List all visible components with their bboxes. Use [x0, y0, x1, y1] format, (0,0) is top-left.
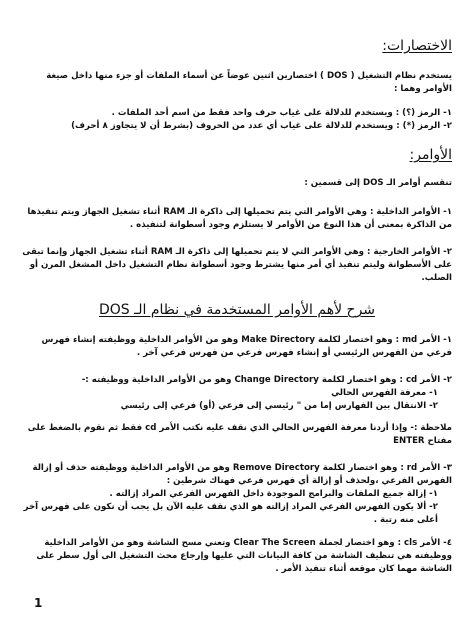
- shortcuts-list: [22, 107, 452, 133]
- cd-note-text: ملاحظة :- وإذا أردنا معرفة الفهرس الحالي الذي نقف عليه نكتب الأمر cd فقط ثم نقوم بالضغط على مفتاح ENTER: [27, 423, 452, 446]
- external-commands-text: ٢- الأوامر الخارجية : وهي الأوامر التي لا يتم تحميلها إلى ذاكرة الـ RAM أثناء تشغيل الجهاز وإنما تبقى على الأسطوانة وليتم تنفيذ أي أمر منها يشترط وجود أسطوانة نظام التشغيل داخل المشغل المرن أو الصلب.: [22, 247, 452, 283]
- shortcuts-intro-text: يستخدم نظام التشغيل ( DOS ) اختصارين اثنين عوضاً عن أسماء الملفات أو جزء منها داخل صيغة الأوامر وهما :: [46, 71, 452, 94]
- cd-command-sub-2: ٢- الانتقال بين الفهارس إما من " رئيسي إلى فرعي (أو) فرعي إلى رئيسي: [120, 401, 438, 411]
- shortcut-item-2: ٢- الرمز (*) : ويستخدم للدلالة على غياب أي عدد من الحروف (بشرط أن لا يتجاوز ٨ أحرف): [71, 121, 452, 131]
- rd-command-block: [22, 462, 452, 527]
- page-number: 1: [34, 596, 43, 610]
- commands-intro-text: تنقسم أوامر الـ DOS إلى قسمين :: [304, 178, 452, 188]
- shortcuts-intro: [22, 70, 452, 96]
- cls-command-text: ٤- الأمر cls : وهو اختصار لجملة Clear The Screen وتعني مسح الشاشة وهو من الأوامر الداخلية ووظيفته هي تنظيف الشاشة من كافة البيانات التي عليها وإرجاع محث التشغيل الى أول سطر على الشاشة مهما كان موقعه أثناء تنفيذ الأمر .: [36, 538, 452, 574]
- cd-note-paragraph: [22, 422, 452, 448]
- cd-command-title: ٢- الأمر cd : وهو اختصار لكلمة Change Directory وهو من الأوامر الداخلية ووظيفته :-: [81, 375, 452, 385]
- commands-explanation-heading: شرح لأهم الأوامر المستخدمة في نظام الـ DOS: [98, 302, 376, 318]
- rd-command-sub-2: ٢- ألا يكون الفهرس الفرعي المراد إزالته هو الذي نقف عليه الآن بل يجب أن نكون على فهرس آخر أعلى منه رتبة .: [23, 502, 438, 525]
- md-command-paragraph: [22, 334, 452, 360]
- internal-commands-text: ١- الأوامر الداخلية : وهي الأوامر التي يتم تحميلها إلى ذاكرة الـ RAM أثناء تشغيل الجهاز ويتم تنفيذها من الذاكرة بمعنى أن هذا النوع من الأوامر لا يستلزم وجود أسطوانة لتنفيذه .: [27, 207, 452, 230]
- commands-intro: [22, 177, 452, 190]
- md-command-text: ١- الأمر md : وهو اختصار لكلمة Make Directory وهو من الأوامر الداخلية ووظيفته إنشاء فهرس فرعي من الفهرس الرئيسي أو إنشاء فهرس فرعي من فهرس فرعي آخر .: [41, 335, 452, 358]
- cd-command-sub-1: ١- معرفة الفهرس الحالي: [331, 388, 438, 398]
- internal-commands-paragraph: [22, 206, 452, 232]
- cd-command-block: [22, 374, 452, 413]
- cls-command-paragraph: [22, 537, 452, 576]
- rd-command-sub-1: ١- إزالة جميع الملفات والبرامج الموجودة داخل الفهرس الفرعي المراد إزالته .: [109, 489, 438, 499]
- shortcut-item-1: ١- الرمز (؟) : ويستخدم للدلالة على غياب حرف واحد فقط من اسم أحد الملفات .: [111, 108, 452, 118]
- commands-heading: الأوامر:: [409, 147, 452, 163]
- shortcuts-heading: الاختصارات:: [382, 38, 452, 54]
- rd-command-title: ٣- الأمر rd : وهو اختصار لكلمة Remove Directory وهو من الأوامر الداخلية ووظيفته حذف أو إزالة الفهرس الفرعي ،ولحذف أو إزالة أي فهرس فرعي فهناك شرطين :: [32, 463, 452, 486]
- external-commands-paragraph: [22, 246, 452, 285]
